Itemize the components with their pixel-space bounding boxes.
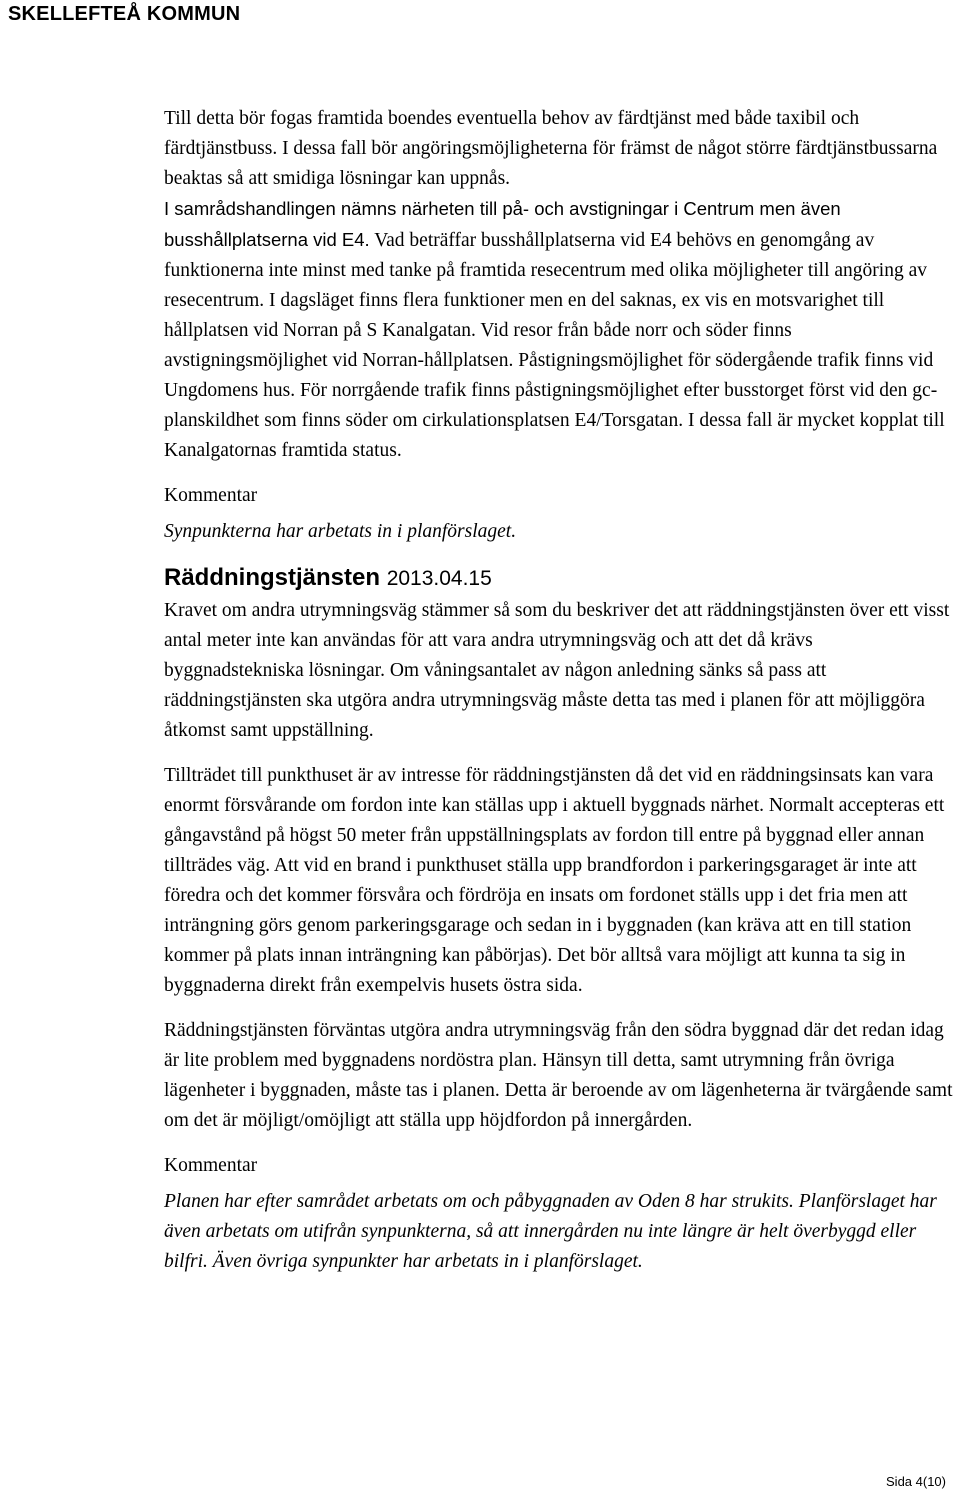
paragraph-utrymningsvag: Kravet om andra utrymningsväg stämmer så som du beskriver det att räddningstjänsten över ett visst antal meter inte kan användas för att vara andra utrymningsväg och att det då krävs byggnadstekniska lösningar. Om våningsantalet av någon anledning sänks så pass att räddningstjänsten ska utgöra andra utrymningsväg måste detta tas med i planen för att möjliggöra åtkomst samt uppställning.: [164, 600, 950, 741]
paragraph-raddningstjansten: Räddningstjänsten förväntas utgöra andra utrymningsväg från den södra byggnad där det redan idag är lite problem med byggnadens nordöstra plan. Hänsyn till detta, samt utrymning från övriga lägenheter i byggnaden, måste tas i planen. Detta är beroende av om lägenheterna är tvärgående samt om det är möjligt/omöjligt att ställa upp höjdfordon på innergården.: [164, 1020, 953, 1131]
document-body: [164, 104, 954, 1277]
paragraph-fardtjanst: Till detta bör fogas framtida boendes eventuella behov av färdtjänst med både taxibil och färdtjänstbuss. I dessa fall bör angöringsmöjligheterna för främst de något större färdtjänstbussarna beaktas så att smidiga lösningar kan uppnås.: [164, 108, 938, 189]
kommentar-heading-2: Kommentar: [164, 1155, 258, 1176]
kommentar-response-1: Synpunkterna har arbetats in i planförslaget.: [164, 521, 517, 542]
kommentar-response-2: Planen har efter samrådet arbetats om och påbyggnaden av Oden 8 har strukits. Planförslaget har även arbetats om utifrån synpunkterna, så att innergården nu inte längre är helt överbyggd eller bilfri. Även övriga synpunkter har arbetats in i planförslaget.: [164, 1191, 937, 1272]
section-title-date: 2013.04.15: [386, 567, 492, 590]
section-title: [164, 561, 954, 596]
kommentar-heading-1: Kommentar: [164, 485, 258, 506]
paragraph-busshallplatser: [164, 194, 954, 466]
page-number: Sida 4(10): [886, 1474, 946, 1489]
section-title-name: Räddningstjänsten: [164, 564, 381, 591]
organization-header: SKELLEFTEÅ KOMMUN: [8, 3, 241, 25]
paragraph-busshallplatser-lead: I samrådshandlingen nämns närheten till på- och avstigningar i Centrum men även busshållplatserna vid E4.: [164, 198, 841, 250]
paragraph-tilltradet: Tillträdet till punkthuset är av intresse för räddningstjänsten då det vid en räddningsinsats kan vara enormt försvårande om fordon inte kan ställas upp i aktuell byggnads närhet. Normalt accepteras ett gångavstånd på högst 50 meter från uppställningsplats av fordon till entre på byggnad eller annan tillträdes väg. Att vid en brand i punkthuset ställa upp brandfordon i parkeringsgaraget är inte att föredra och det kommer försvåra och fördröja en insats om fordonet ställs upp i det fria men att inträngning görs genom parkeringsgarage och sedan in i byggnaden (kan kräva att en till station kommer på plats innan inträngning kan påbörjas). Det bör alltså vara möjligt att kunna ta sig in byggnaderna direkt från exempelvis husets östra sida.: [164, 765, 945, 996]
paragraph-busshallplatser-rest: Vad beträffar busshållplatserna vid E4 behövs en genomgång av funktionerna inte minst med tanke på framtida resecentrum med olika möjligheter till angöring av resecentrum. I dagsläget finns flera funktioner men en del saknas, ex vis en motsvarighet till hållplatsen vid Norran på S Kanalgatan. Vid resor från både norr och söder finns avstigningsmöjlighet vid Norran-hållplatsen. Påstigningsmöjlighet för södergående trafik finns vid Ungdomens hus. För norrgående trafik finns påstigningsmöjlighet efter busstorget först vid den gc-planskildhet som finns söder om cirkulationsplatsen E4/Torsgatan. I dessa fall är mycket kopplat till Kanalgatornas framtida status.: [164, 230, 945, 461]
